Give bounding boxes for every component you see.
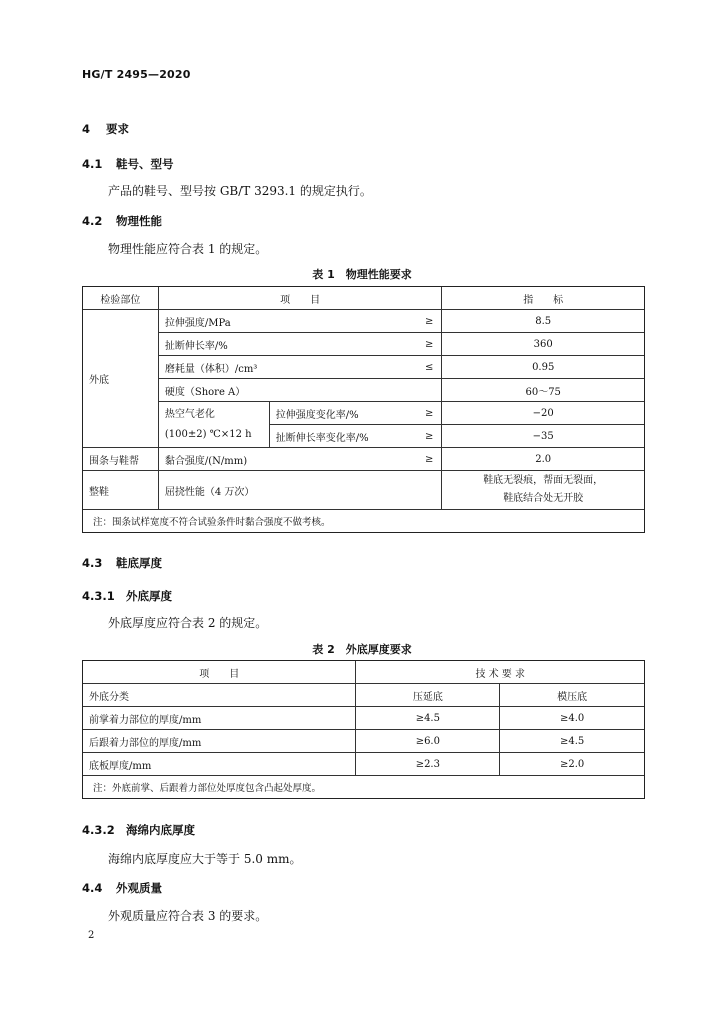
table-row xyxy=(83,471,645,510)
section-title: 鞋底厚度 xyxy=(116,556,162,570)
header-item: 项 目 xyxy=(83,661,356,684)
table-row xyxy=(83,402,645,425)
section-title: 鞋号、型号 xyxy=(116,157,174,171)
table-1-note: 注：围条试样宽度不符合试验条件时黏合强度不做考核。 xyxy=(83,510,645,533)
table-note-row xyxy=(83,776,645,799)
aging-line-1: 热空气老化 xyxy=(164,408,215,420)
table-row xyxy=(83,448,645,471)
section-number: 4.4 xyxy=(82,881,103,895)
row-label: 拉伸强度/MPa xyxy=(158,310,417,333)
table-row xyxy=(83,356,645,379)
row-value: 360 xyxy=(442,333,645,356)
table-2-outsole-thickness xyxy=(82,660,645,799)
table-row xyxy=(83,379,645,402)
section-number: 4.3 xyxy=(82,556,103,570)
row-value-2: ≥2.0 xyxy=(500,753,645,776)
header-item: 项 目 xyxy=(158,287,442,310)
table-row xyxy=(83,707,645,730)
section-4-2-body: 物理性能应符合表 1 的规定。 xyxy=(108,242,268,256)
header-tech: 技 术 要 求 xyxy=(356,661,645,684)
row-value-1: ≥4.5 xyxy=(356,707,500,730)
row-value-2: ≥4.0 xyxy=(500,707,645,730)
row-value xyxy=(442,471,645,510)
row-label: 扯断伸长率/% xyxy=(158,333,417,356)
section-title: 物理性能 xyxy=(116,214,162,228)
row-label: 后跟着力部位的厚度/mm xyxy=(83,730,356,753)
standard-code: HG/T 2495—2020 xyxy=(82,68,191,81)
section-4-3-1-body: 外底厚度应符合表 2 的规定。 xyxy=(108,616,268,630)
section-number: 4.2 xyxy=(82,214,103,228)
row-symbol: ≥ xyxy=(417,402,442,425)
table-subheader-row xyxy=(83,684,645,707)
aging-line-2: (100±2) ℃×12 h xyxy=(164,428,252,440)
table-2-note: 注：外底前掌、后跟着力部位处厚度包含凸起处厚度。 xyxy=(83,776,645,799)
section-4-3-heading xyxy=(82,555,162,571)
aging-condition xyxy=(158,402,269,448)
section-number: 4.3.2 xyxy=(82,823,115,837)
page-number: 2 xyxy=(88,930,95,941)
section-title: 外底厚度 xyxy=(126,589,172,603)
table-row xyxy=(83,730,645,753)
section-4-3-2-heading xyxy=(82,822,195,838)
section-4-4-body: 外观质量应符合表 3 的要求。 xyxy=(108,909,268,923)
section-number: 4 xyxy=(82,122,91,136)
section-4-heading xyxy=(82,121,129,137)
table-row xyxy=(83,753,645,776)
outsole-label: 外底 xyxy=(83,310,159,448)
row-value-1: ≥2.3 xyxy=(356,753,500,776)
row-value: 2.0 xyxy=(442,448,645,471)
table-row xyxy=(83,310,645,333)
row-value: −35 xyxy=(442,425,645,448)
table-header-row xyxy=(83,287,645,310)
row-label: 屈挠性能（4 万次） xyxy=(158,471,442,510)
row-value-1: ≥6.0 xyxy=(356,730,500,753)
subheader-label: 外底分类 xyxy=(83,684,356,707)
row-value: 60～75 xyxy=(442,379,645,402)
row-label: 黏合强度/(N/mm) xyxy=(158,448,417,471)
table-2-caption: 表 2 外底厚度要求 xyxy=(312,643,412,656)
row-part: 围条与鞋帮 xyxy=(83,448,159,471)
section-4-3-2-body: 海绵内底厚度应大于等于 5.0 mm。 xyxy=(108,852,302,866)
subheader-col1: 压延底 xyxy=(356,684,500,707)
row-symbol: ≥ xyxy=(417,425,442,448)
row-value: 8.5 xyxy=(442,310,645,333)
section-title: 要求 xyxy=(106,122,129,136)
section-title: 海绵内底厚度 xyxy=(126,823,195,837)
row-label: 硬度（Shore A） xyxy=(158,379,442,402)
row-label: 磨耗量（体积）/cm³ xyxy=(158,356,417,379)
row-label: 前掌着力部位的厚度/mm xyxy=(83,707,356,730)
section-4-2-heading xyxy=(82,213,162,229)
table-header-row xyxy=(83,661,645,684)
header-part: 检验部位 xyxy=(83,287,159,310)
row-label: 扯断伸长率变化率/% xyxy=(269,425,417,448)
section-number: 4.1 xyxy=(82,157,103,171)
header-index: 指 标 xyxy=(442,287,645,310)
row-symbol: ≤ xyxy=(417,356,442,379)
row-symbol: ≥ xyxy=(417,333,442,356)
table-row xyxy=(83,333,645,356)
value-line-2: 鞋底结合处无开胶 xyxy=(503,493,584,504)
row-value-2: ≥4.5 xyxy=(500,730,645,753)
value-line-1: 鞋底无裂痕，帮面无裂面， xyxy=(483,475,604,486)
section-number: 4.3.1 xyxy=(82,589,115,603)
section-title: 外观质量 xyxy=(116,881,162,895)
row-symbol: ≥ xyxy=(417,448,442,471)
subheader-col2: 模压底 xyxy=(500,684,645,707)
row-value: −20 xyxy=(442,402,645,425)
row-value: 0.95 xyxy=(442,356,645,379)
table-note-row xyxy=(83,510,645,533)
section-4-4-heading xyxy=(82,880,162,896)
section-4-1-heading xyxy=(82,156,174,172)
row-label: 底板厚度/mm xyxy=(83,753,356,776)
section-4-3-1-heading xyxy=(82,588,172,604)
row-part: 整鞋 xyxy=(83,471,159,510)
section-4-1-body: 产品的鞋号、型号按 GB/T 3293.1 的规定执行。 xyxy=(108,184,372,198)
row-label: 拉伸强度变化率/% xyxy=(269,402,417,425)
row-symbol: ≥ xyxy=(417,310,442,333)
table-1-physical-properties xyxy=(82,286,645,533)
table-1-caption: 表 1 物理性能要求 xyxy=(312,268,412,281)
